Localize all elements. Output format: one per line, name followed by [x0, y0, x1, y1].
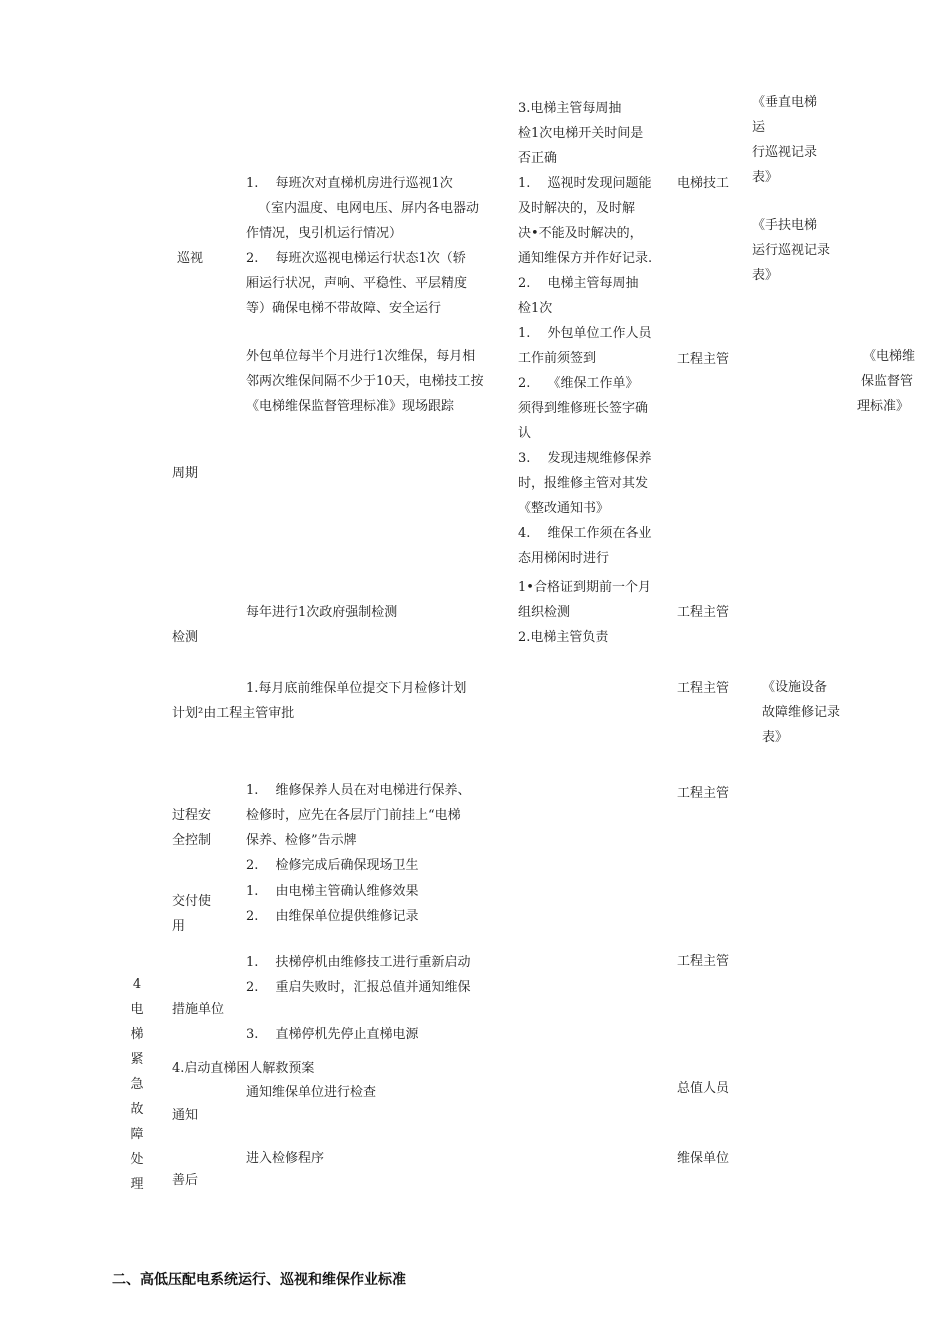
text-line: 2. 检修完成后确保现场卫生 [246, 858, 419, 873]
measures-content-2: 2. 重启失败时，汇报总值并通知维保 [246, 980, 471, 995]
safety-content [246, 778, 471, 878]
cycle-responsible: 工程主管 [677, 352, 730, 367]
text-line: （室内温度、电网电压、屏内各电器动 [258, 201, 480, 216]
text-line: 3.电梯主管每周抽 [518, 101, 622, 116]
inspection-content: 每年进行1次政府强制检测 [246, 605, 398, 620]
text-line: 作情况，曳引机运行情况） [246, 226, 403, 241]
text-line: 时，报维修主管对其发 [518, 476, 649, 491]
text-line: 《设施设备 [762, 680, 828, 695]
measures-content-1: 1. 扶梯停机由维修技工进行重新启动 [246, 955, 471, 970]
text-line: 邻两次维保间隔不少于10天，电梯技工按 [246, 374, 484, 389]
patrol-responsible: 电梯技工 [677, 176, 730, 191]
plan-records [752, 675, 840, 750]
text-line: 过程安 [172, 808, 212, 823]
text-line: 1•合格证到期前一个月 [518, 580, 651, 595]
text-line: 《整改通知书》 [518, 501, 610, 516]
text-line: 厢运行状况，声响、平稳性、平层精度 [246, 276, 468, 291]
text-line: 1. 维修保养人员在对电梯进行保养、 [246, 783, 471, 798]
text-line: 4. 维保工作须在各业 [518, 526, 652, 541]
text-line: 及时解决的，及时解 [518, 201, 636, 216]
text-line: 行巡视记录 [752, 145, 818, 160]
cycle-label: 周期 [172, 466, 199, 481]
patrol-requirements [518, 96, 652, 321]
plan-responsible: 工程主管 [677, 681, 730, 696]
cycle-reference [857, 344, 915, 419]
patrol-label: 巡视 [177, 251, 204, 266]
title-char: 紧 [130, 1052, 144, 1067]
patrol-records-escalator [752, 213, 830, 288]
text-line: 表》 [752, 268, 779, 283]
title-char: 梯 [130, 1027, 144, 1042]
aftermath-content: 进入检修程序 [246, 1151, 325, 1166]
text-line: 检修时，应先在各层厅门前挂上“电梯 [246, 808, 461, 823]
text-line: 态用梯闲时进行 [518, 551, 610, 566]
notify-content: 通知维保单位进行检查 [246, 1085, 377, 1100]
aftermath-label: 善后 [172, 1173, 199, 1188]
section4-vertical-title [130, 972, 144, 1197]
measures-label: 措施单位 [172, 1002, 225, 1017]
plan-content-line2: 计划²由工程主管审批 [172, 706, 295, 721]
text-line: 外包单位每半个月进行1次维保，每月相 [246, 349, 476, 364]
measures-extra: 4.启动直梯困人解救预案 [172, 1061, 315, 1076]
text-line: 用 [172, 919, 186, 934]
text-line: 等）确保电梯不带故障、安全运行 [246, 301, 442, 316]
safety-label [172, 803, 211, 853]
text-line: 运 [752, 120, 766, 135]
text-line: 2.电梯主管负责 [518, 630, 609, 645]
text-line: 交付使 [172, 894, 212, 909]
section-number: 4 [132, 977, 142, 992]
measures-responsible: 工程主管 [677, 954, 730, 969]
text-line: 须得到维修班长签字确 [518, 401, 649, 416]
text-line: 3. 发现违规维修保养 [518, 451, 652, 466]
text-line: 通知维保方并作好记录. [518, 251, 653, 266]
title-char: 处 [130, 1152, 144, 1167]
text-line: 1. 外包单位工作人员 [518, 326, 652, 341]
delivery-content [246, 879, 419, 929]
cycle-content [246, 344, 484, 419]
text-line: 《垂直电梯 [752, 95, 818, 110]
text-line: 否正确 [518, 151, 558, 166]
measures-content-3: 3. 直梯停机先停止直梯电源 [246, 1027, 419, 1042]
text-line: 检1次电梯开关时间是 [518, 126, 644, 141]
text-line: 认 [518, 426, 532, 441]
patrol-content [246, 171, 479, 321]
text-line: 全控制 [172, 833, 212, 848]
text-line: 运行巡视记录 [752, 243, 831, 258]
inspection-responsible: 工程主管 [677, 605, 730, 620]
aftermath-responsible: 维保单位 [677, 1151, 730, 1166]
text-line: 故障维修记录 [762, 705, 841, 720]
text-line: 《手扶电梯 [752, 218, 818, 233]
notify-responsible: 总值人员 [677, 1081, 730, 1096]
title-char: 理 [130, 1177, 144, 1192]
notify-label: 通知 [172, 1108, 199, 1123]
inspection-requirements [518, 575, 651, 650]
text-line: 《电梯维保监督管理标准》现场跟踪 [246, 399, 455, 414]
text-line: 组织检测 [518, 605, 571, 620]
inspection-label: 检测 [172, 630, 199, 645]
text-line: 《电梯维 [863, 349, 916, 364]
title-char: 急 [130, 1077, 144, 1092]
patrol-records-vertical [752, 90, 817, 190]
text-line: 2. 《维保工作单》 [518, 376, 639, 391]
text-line: 2. 每班次巡视电梯运行状态1次（轿 [246, 251, 466, 266]
text-line: 保监督管 [861, 374, 914, 389]
text-line: 保养、检修”告示牌 [246, 833, 357, 848]
title-char: 障 [130, 1127, 144, 1142]
text-line: 决•不能及时解决的， [518, 226, 643, 241]
cycle-requirements [518, 321, 652, 571]
text-line: 理标准》 [857, 399, 910, 414]
section-heading: 二、高低压配电系统运行、巡视和维保作业标准 [112, 1272, 406, 1288]
plan-content-line1: 1.每月底前维保单位提交下月检修计划 [246, 681, 467, 696]
delivery-label [172, 889, 211, 939]
text-line: 1. 由电梯主管确认维修效果 [246, 884, 419, 899]
text-line: 表》 [762, 730, 789, 745]
text-line: 2. 由维保单位提供维修记录 [246, 909, 419, 924]
text-line: 检1次 [518, 301, 553, 316]
text-line: 工作前须签到 [518, 351, 597, 366]
text-line: 2. 电梯主管每周抽 [518, 276, 639, 291]
title-char: 故 [130, 1102, 144, 1117]
title-char: 电 [130, 1002, 144, 1017]
safety-responsible: 工程主管 [677, 786, 730, 801]
text-line: 表》 [752, 170, 779, 185]
text-line: 1. 巡视时发现问题能 [518, 176, 652, 191]
text-line: 1. 每班次对直梯机房进行巡视1次 [246, 176, 453, 191]
